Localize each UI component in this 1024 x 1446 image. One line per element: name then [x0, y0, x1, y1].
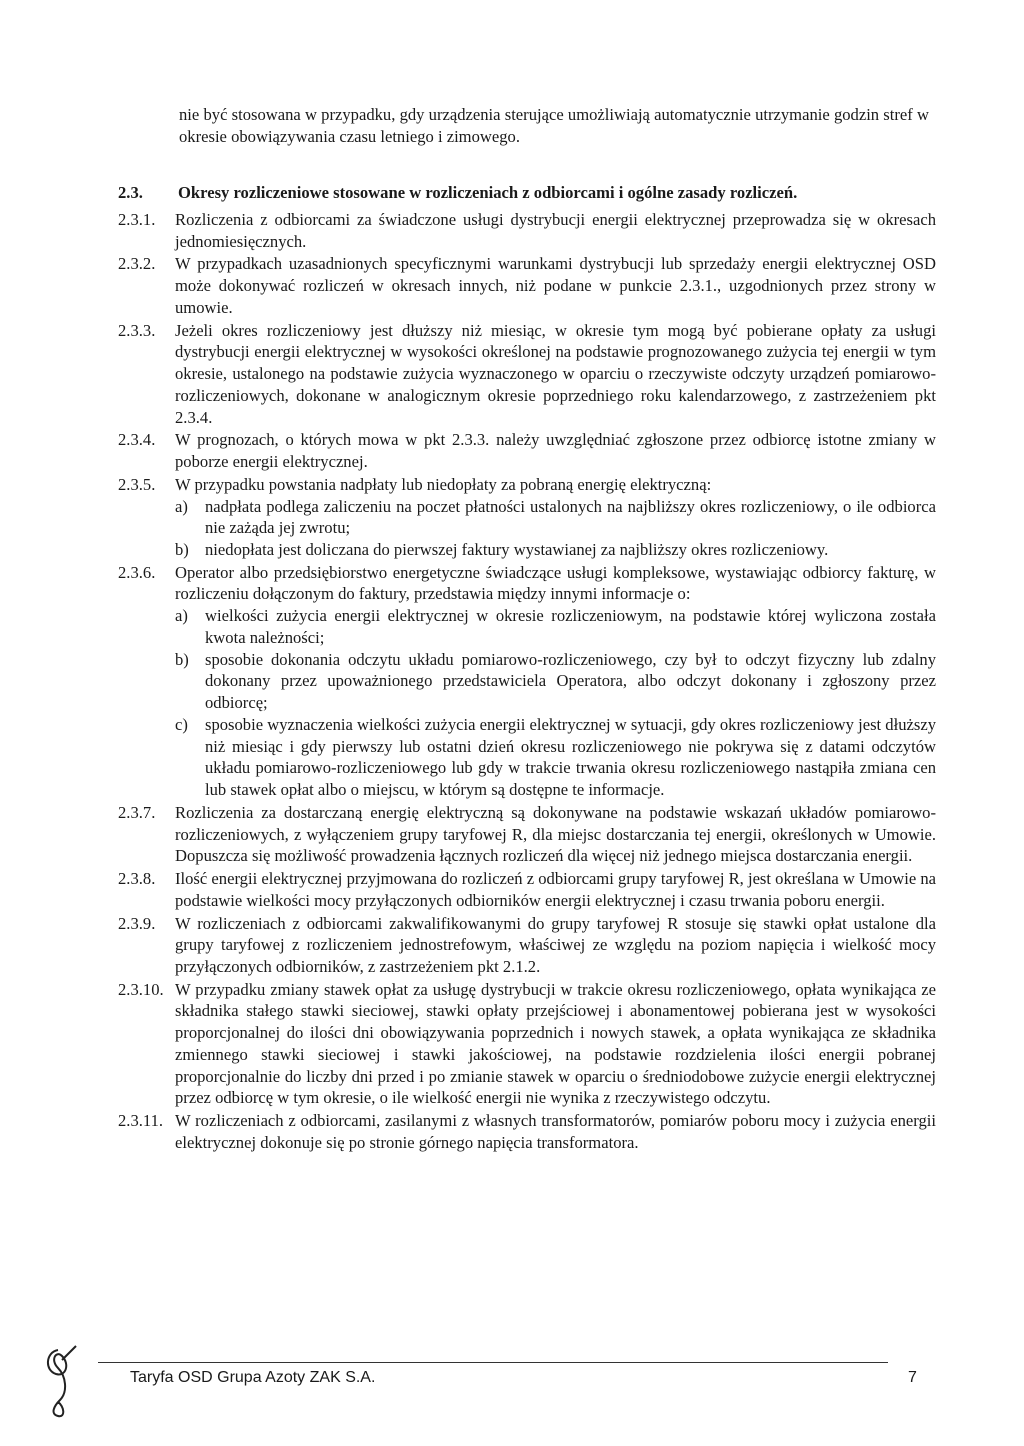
- clause-list: [118, 209, 936, 1155]
- clause-text: W prognozach, o których mowa w pkt 2.3.3. należy uwzględniać zgłoszone przez odbiorcę istotne zmiany w poborze energii elektrycznej.: [175, 430, 936, 472]
- clause-text: Ilość energii elektrycznej przyjmowana do rozliczeń z odbiorcami grupy taryfowej R, jest określana w Umowie na podstawie wielkości mocy przyłączonych odbiorników energii elektrycznej i czasu trwania poboru energii.: [175, 869, 936, 910]
- clause-body: [175, 802, 936, 867]
- clause-text: Operator albo przedsiębiorstwo energetyczne świadczące usługi kompleksowe, wystawiając odbiorcy fakturę, w rozliczeniu dołączonym do faktury, przedstawia między innymi informacje o:: [175, 562, 936, 604]
- clause-item: [118, 320, 936, 429]
- clause-body: [175, 868, 936, 911]
- clause-item: [118, 562, 936, 801]
- sub-item-text: wielkości zużycia energii elektrycznej w okresie rozliczeniowym, na podstawie której wyliczona została kwota należności;: [205, 606, 936, 647]
- clause-body: [175, 429, 936, 472]
- clause-number: 2.3.5.: [118, 474, 156, 494]
- clause-item: [118, 474, 936, 561]
- clause-number: 2.3.9.: [118, 913, 156, 933]
- sub-item: [175, 539, 936, 561]
- clause-number: 2.3.4.: [118, 430, 156, 450]
- clause-item: [118, 429, 936, 472]
- clause-body: [175, 320, 936, 429]
- sub-item: [175, 605, 936, 648]
- clause-text: W przypadkach uzasadnionych specyficznymi warunkami dystrybucji lub sprzedaży energii elektrycznej OSD może dokonywać rozliczeń w okresach innych, niż podane w punkcie 2.3.1., uzgodnionych przez strony w umowie.: [175, 254, 936, 317]
- section-heading: [118, 182, 938, 204]
- clause-number: 2.3.7.: [118, 802, 156, 822]
- clause-item: [118, 253, 936, 318]
- sub-item-text: niedopłata jest doliczana do pierwszej faktury wystawianej za najbliższy okres rozliczeniowy.: [205, 540, 829, 560]
- section-number: 2.3.: [118, 183, 143, 202]
- clause-body: [175, 979, 936, 1109]
- clause-number: 2.3.1.: [118, 210, 156, 229]
- sub-item-text: sposobie wyznaczenia wielkości zużycia energii elektrycznej w sytuacji, gdy okres rozliczeniowy jest dłuższy niż miesiąc i gdy pierwszy lub ostatni dzień okresu rozliczeniowego nie pokrywa się z datami odczytów układu pomiarowo-rozliczeniowego lub gdy w trakcie trwania okresu rozliczeniowego nastąpiła zmiana cen lub stawek opłat albo o miejscu, w którym są dostępne te informacje.: [205, 714, 936, 800]
- clause-text: Rozliczenia za dostarczaną energię elektryczną są dokonywane na podstawie wskazań układów pomiarowo-rozliczeniowych, z wyłączeniem grupy taryfowej R, dla miejsc dostarczania tej energii, określonych w Umowie. Dopuszcza się możliwość prowadzenia łącznych rozliczeń dla więcej niż jednego miejsca dostarczania energii.: [175, 802, 936, 866]
- clause-text: W przypadku powstania nadpłaty lub niedopłaty za pobraną energię elektryczną:: [175, 474, 712, 494]
- footer-title: Taryfa OSD Grupa Azoty ZAK S.A.: [130, 1369, 376, 1386]
- sub-item-text: nadpłata podlega zaliczeniu na poczet płatności ustalonych na najbliższy okres rozliczeniowy, o ile odbiorca nie zażąda jej zwrotu;: [205, 496, 936, 538]
- clause-item: [118, 1110, 936, 1153]
- handwritten-initials: [36, 1340, 86, 1420]
- clause-number: 2.3.10.: [118, 979, 164, 999]
- sub-item-letter: a): [175, 606, 188, 626]
- sub-item-letter: b): [175, 540, 189, 560]
- clause-body: [175, 913, 936, 978]
- clause-text: W rozliczeniach z odbiorcami zakwalifikowanymi do grupy taryfowej R stosuje się stawki opłat ustalone dla grupy taryfowej z rozliczeniem jednostrefowym, właściwej ze względu na poziom napięcia i wielkość mocy przyłączonych odbiorników, z zastrzeżeniem pkt 2.1.2.: [175, 913, 936, 976]
- clause-body: [175, 1110, 936, 1153]
- clause-text: Jeżeli okres rozliczeniowy jest dłuższy niż miesiąc, w okresie tym mogą być pobierane opłaty za usługi dystrybucji energii elektrycznej w wysokości określonej na podstawie prognozowanego zużycia tej energii w tym okresie, ustalonego na podstawie zużycia wyznaczonego w oparciu o rzeczywiste odczyty urządzeń pomiarowo-rozliczeniowych, dokonane w analogicznym okresie poprzedniego roku kalendarzowego, z zastrzeżeniem pkt 2.3.4.: [175, 320, 936, 427]
- intro-paragraph: nie być stosowana w przypadku, gdy urządzenia sterujące umożliwiają automatycznie utrzymanie godzin stref w okresie obowiązywania czasu letniego i zimowego.: [179, 105, 929, 146]
- sub-item: [175, 714, 936, 801]
- clause-body: [175, 562, 936, 801]
- clause-item: [118, 209, 936, 252]
- clause-number: 2.3.6.: [118, 562, 156, 582]
- clause-number: 2.3.3.: [118, 320, 156, 340]
- clause-item: [118, 913, 936, 978]
- sub-item-letter: b): [175, 649, 189, 669]
- clause-text: W rozliczeniach z odbiorcami, zasilanymi z własnych transformatorów, pomiarów poboru mocy i zużycia energii elektrycznej dokonuje się po stronie górnego napięcia transformatora.: [175, 1111, 936, 1152]
- clause-item: [118, 979, 936, 1109]
- clause-item: [118, 802, 936, 867]
- sub-item-letter: a): [175, 496, 188, 516]
- sub-item-letter: c): [175, 714, 188, 734]
- section-title: Okresy rozliczeniowe stosowane w rozliczeniach z odbiorcami i ogólne zasady rozliczeń.: [178, 183, 798, 202]
- clause-number: 2.3.2.: [118, 254, 156, 274]
- page-number: 7: [908, 1369, 917, 1386]
- footer-rule: [98, 1362, 888, 1363]
- sub-item: [175, 496, 936, 539]
- clause-body: [175, 209, 936, 252]
- clause-number: 2.3.11.: [118, 1111, 164, 1131]
- sub-item-text: sposobie dokonania odczytu układu pomiarowo-rozliczeniowego, czy był to odczyt fizyczny lub zdalny dokonany przez upoważnionego przedstawiciela Operatora, albo odczyt dokonany i zgłoszony przez odbiorcę;: [205, 649, 936, 713]
- clause-item: [118, 868, 936, 911]
- clause-body: [175, 474, 936, 561]
- clause-text: Rozliczenia z odbiorcami za świadczone usługi dystrybucji energii elektrycznej przeprowadza się w okresach jednomiesięcznych.: [175, 210, 936, 251]
- clause-number: 2.3.8.: [118, 869, 156, 889]
- clause-text: W przypadku zmiany stawek opłat za usługę dystrybucji w trakcie okresu rozliczeniowego, opłata wynikająca ze składnika stałego stawki sieciowej, stawki opłaty przejściowej i abonamentowej pobierana jest w wysokości proporcjonalnej do ilości dni obowiązywania poprzednich i nowych stawek, a opłata wynikająca ze składnika zmiennego stawki sieciowej i stawki jakościowej, na podstawie rozdzielenia ilości energii pobranej proporcjonalnie do liczby dni przed i po zmianie stawek w oparciu o średniodobowe zużycie energii elektrycznej przez odbiorcę w tym okresie, o ile wielkość energii nie wynika z rzeczywistego odczytu.: [175, 979, 936, 1108]
- sub-item: [175, 649, 936, 714]
- clause-body: [175, 253, 936, 318]
